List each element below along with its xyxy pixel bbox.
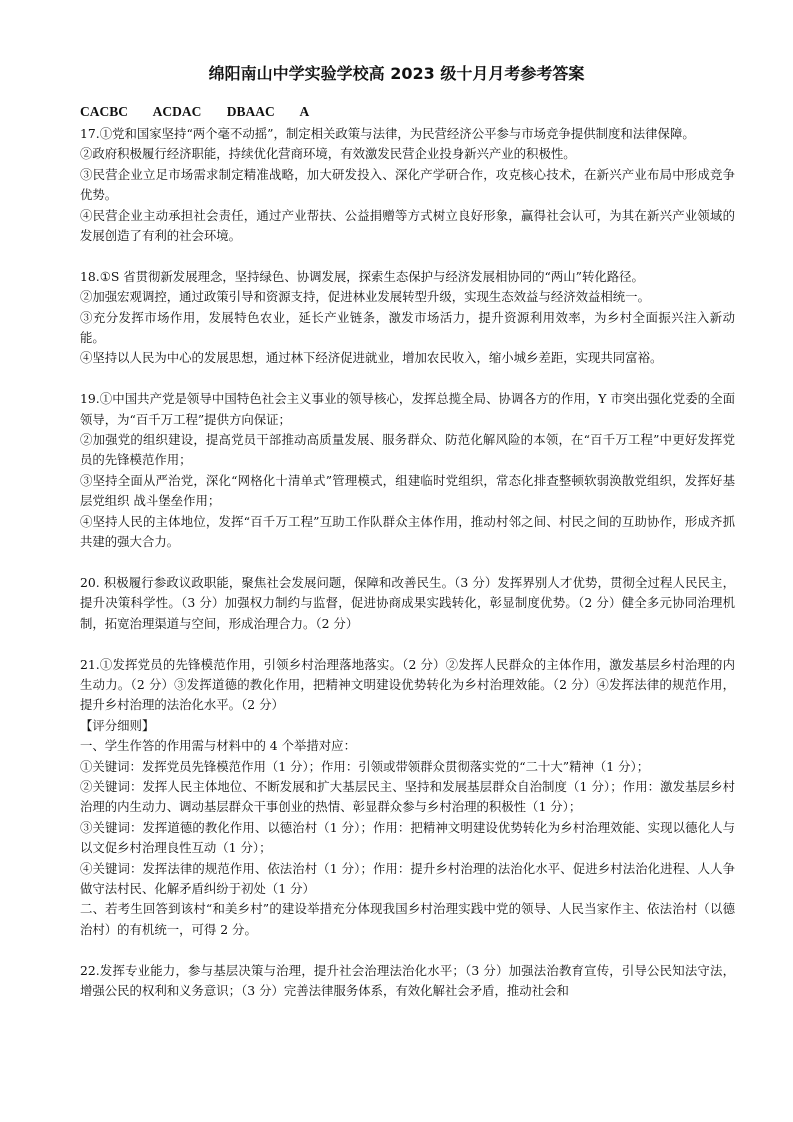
- answer-paragraph: ②加强宏观调控，通过政策引导和资源支持，促进林业发展转型升级，实现生态效益与经济效益相统一。: [80, 289, 650, 305]
- section-spacer: [80, 634, 735, 654]
- answer-paragraph: 19.①中国共产党是领导中国特色社会主义事业的领导核心，发挥总揽全局、协调各方的作用，Y 市突出强化党委的全面领导，为“百千万工程”提供方向保证；: [80, 391, 735, 427]
- section-spacer: [80, 940, 735, 960]
- answer-paragraph: 18.①S 省贯彻新发展理念，坚持绿色、协调发展，探索生态保护与经济发展相协同的“两山”转化路径。: [80, 268, 644, 284]
- answer-paragraph: 21.①发挥党员的先锋模范作用，引领乡村治理落地落实。（2 分）②发挥人民群众的主体作用，激发基层乡村治理的内生动力。（2 分）③发挥道德的教化作用，把精神文明建设优势转化为乡村治理效能。（2 分）④发挥法律的规范作用，提升乡村治理的法治化水平。（2 分）: [80, 656, 735, 713]
- answer-q20: [80, 573, 735, 634]
- page-title: 绵阳南山中学实验学校高 2023 级十月月考参考答案: [208, 64, 585, 83]
- section-spacer: [80, 369, 735, 389]
- answer-paragraph: ③坚持全面从严治党，深化“网格化十清单式”管理模式，组建临时党组织，常态化排查整顿软弱涣散党组织，发挥好基层党组织 战斗堡垒作用；: [80, 472, 735, 509]
- answer-paragraph: 20. 积极履行参政议政职能，聚焦社会发展问题，保障和改善民生。（3 分）发挥界别人才优势，贯彻全过程人民民主，提升决策科学性。（3 分）加强权力制约与监督，促进协商成果实践转化，彰显制度优势。（2 分）健全多元协同治理机制，拓宽治理渠道与空间，形成治理合力。（2 分）: [80, 574, 735, 631]
- answer-q17: [80, 124, 735, 246]
- answer-paragraph: ②关键词：发挥人民主体地位、不断发展和扩大基层民主、坚持和发展基层群众自治制度（1 分）；作用：激发基层乡村治理的内生动力、调动基层群众干事创业的热情、彰显群众参与乡村治理的积极性（1 分）；: [80, 778, 735, 815]
- answer-paragraph: 22.发挥专业能力，参与基层决策与治理，提升社会治理法治化水平；（3 分）加强法治教育宣传，引导公民知法守法，增强公民的权利和义务意识；（3 分）完善法律服务体系，有效化解社会矛盾，推动社会和: [80, 962, 735, 998]
- answer-paragraph: 二、若考生回答到该村“和美乡村”的建设举措充分体现我国乡村治理实践中党的领导、人民当家作主、依法治村（以德治村）的有机统一，可得 2 分。: [80, 901, 735, 937]
- answer-paragraph: ④坚持以人民为中心的发展思想，通过林下经济促进就业，增加农民收入，缩小城乡差距，实现共同富裕。: [80, 350, 663, 366]
- choice-answers-11-15: DBAAC: [226, 104, 275, 119]
- answer-q19: [80, 389, 735, 552]
- answer-paragraph: ④民营企业主动承担社会责任，通过产业帮扶、公益捐赠等方式树立良好形象，赢得社会认可，为其在新兴产业领域的发展创造了有利的社会环境。: [80, 207, 735, 244]
- answer-q18: [80, 267, 735, 369]
- choice-answers-1-5: CACBC: [80, 104, 129, 119]
- choice-answer-key: [80, 104, 331, 120]
- answer-paragraph: ②加强党的组织建设，提高党员干部推动高质量发展、服务群众、防范化解风险的本领，在“百千万工程”中更好发挥党员的先锋模范作用；: [80, 432, 735, 468]
- answer-paragraph: ③民营企业立足市场需求制定精准战略，加大研发投入、深化产学研合作，攻克核心技术，在新兴产业布局中形成竞争优势。: [80, 166, 735, 203]
- answer-q21: [80, 655, 735, 941]
- answer-paragraph: ②政府积极履行经济职能，持续优化营商环境，有效激发民营企业投身新兴产业的积极性。: [80, 146, 576, 162]
- answer-paragraph: ①关键词：发挥党员先锋模范作用（1 分）；作用：引领或带领群众贯彻落实党的“二十大”精神（1 分）；: [80, 758, 650, 774]
- answer-paragraph: ④关键词：发挥法律的规范作用、依法治村（1 分）；作用：提升乡村治理的法治化水平、促进乡村法治化进程、人人争做守法村民、化解矛盾纠纷于初处（1 分）: [80, 860, 735, 896]
- choice-answers-16: A: [299, 104, 310, 119]
- answer-paragraph: 一、学生作答的作用需与材料中的 4 个举措对应：: [80, 738, 356, 754]
- choice-answers-6-10: ACDAC: [152, 104, 202, 119]
- answer-paragraph: 17.①党和国家坚持“两个毫不动摇”，制定相关政策与法律，为民营经济公平参与市场竞争提供制度和法律保障。: [80, 126, 695, 141]
- section-spacer: [80, 553, 735, 573]
- scoring-rules-heading: 【评分细则】: [80, 717, 155, 733]
- answer-content: [80, 124, 735, 1001]
- answer-q22: [80, 961, 735, 1002]
- answer-paragraph: ③关键词：发挥道德的教化作用、以德治村（1 分）；作用：把精神文明建设优势转化为乡村治理效能、实现以德化人与以文促乡村治理良性互动（1 分）；: [80, 819, 735, 856]
- answer-paragraph: ④坚持人民的主体地位，发挥“百千万工程”互助工作队群众主体作用，推动村邻之间、村民之间的互助协作，形成齐抓共建的强大合力。: [80, 513, 735, 550]
- section-spacer: [80, 246, 735, 266]
- answer-paragraph: ③充分发挥市场作用，发展特色农业，延长产业链条，激发市场活力，提升资源利用效率，为乡村全面振兴注入新动能。: [80, 309, 735, 346]
